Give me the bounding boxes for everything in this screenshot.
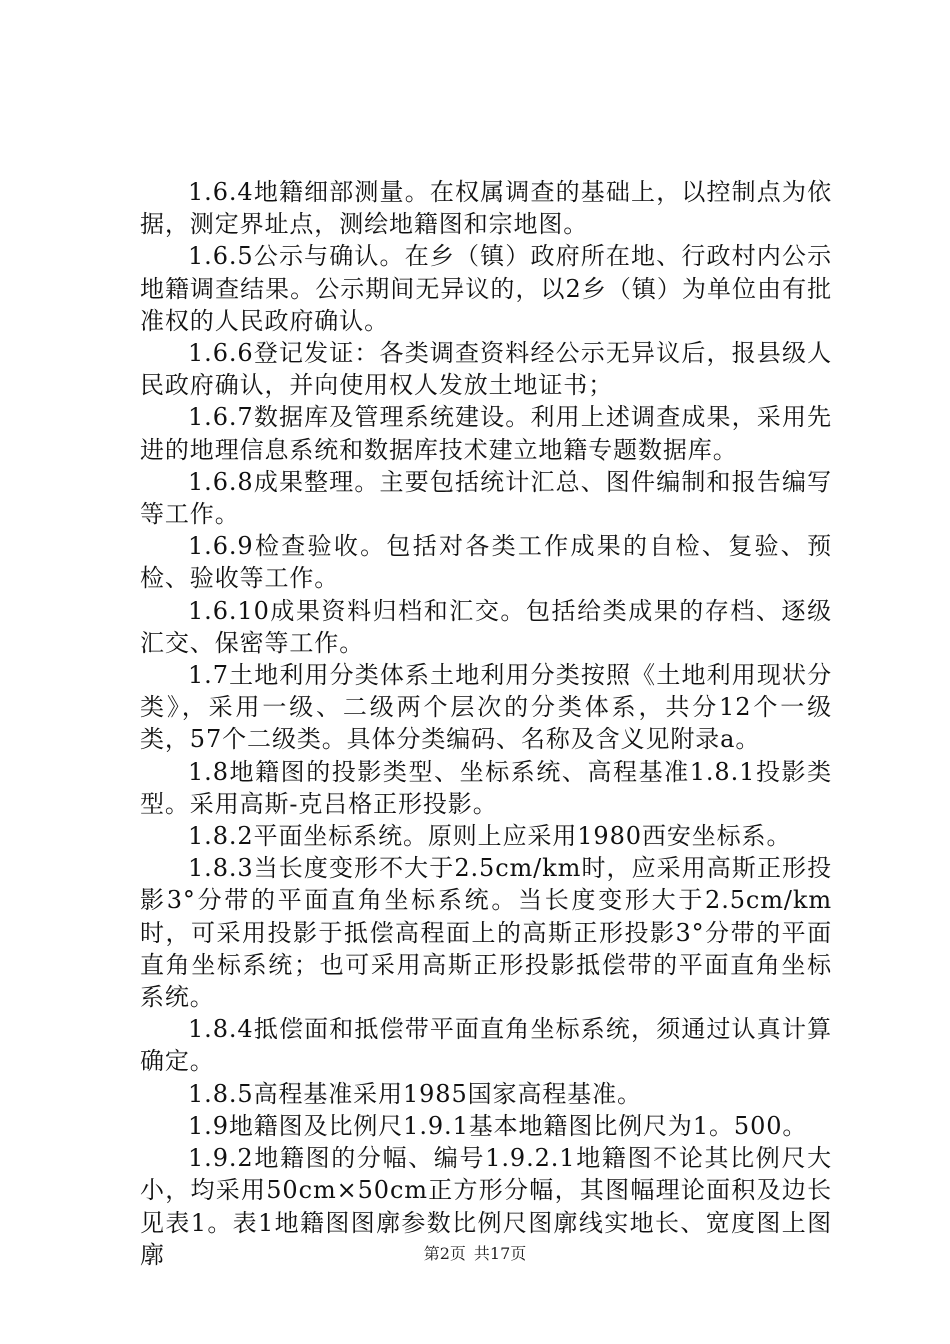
- paragraph: 1.9地籍图及比例尺1.9.1基本地籍图比例尺为1。500。: [188, 1111, 808, 1140]
- paragraph: 1.8.5高程基准采用1985国家高程基准。: [188, 1079, 642, 1108]
- document-body: [140, 176, 832, 1271]
- paragraph: 1.6.10成果资料归档和汇交。包括给类成果的存档、逐级汇交、保密等工作。: [140, 596, 832, 657]
- paragraph: 1.6.5公示与确认。在乡（镇）政府所在地、行政村内公示地籍调查结果。公示期间无异议的，以2乡（镇）为单位由有批准权的人民政府确认。: [140, 242, 832, 335]
- paragraph: 1.7土地利用分类体系土地利用分类按照《土地利用现状分类》，采用一级、二级两个层次的分类体系，共分12个一级类，57个二级类。具体分类编码、名称及含义见附录a。: [140, 661, 832, 754]
- paragraph: 1.8地籍图的投影类型、坐标系统、高程基准1.8.1投影类型。采用高斯-克吕格正形投影。: [140, 757, 832, 818]
- paragraph: 1.6.7数据库及管理系统建设。利用上述调查成果，采用先进的地理信息系统和数据库技术建立地籍专题数据库。: [140, 403, 832, 464]
- paragraph: 1.6.9检查验收。包括对各类工作成果的自检、复验、预检、验收等工作。: [140, 532, 832, 593]
- page-total: 共17页: [473, 1244, 527, 1263]
- paragraph: 1.8.4抵偿面和抵偿带平面直角坐标系统，须通过认真计算确定。: [140, 1015, 832, 1076]
- paragraph: 1.8.3当长度变形不大于2.5cm/km时，应采用高斯正形投影3°分带的平面直角坐标系统。当长度变形大于2.5cm/km时，可采用投影于抵偿高程面上的高斯正形投影3°分带的平面直角坐标系统；也可采用高斯正形投影抵偿带的平面直角坐标系统。: [140, 854, 832, 1012]
- paragraph: 1.6.6登记发证：各类调查资料经公示无异议后，报县级人民政府确认，并向使用权人发放土地证书；: [140, 339, 832, 400]
- paragraph: 1.6.4地籍细部测量。在权属调查的基础上，以控制点为依据，测定界址点，测绘地籍图和宗地图。: [140, 178, 832, 239]
- paragraph: 1.8.2平面坐标系统。原则上应采用1980西安坐标系。: [188, 822, 792, 851]
- page-number: 第2页: [423, 1244, 466, 1263]
- paragraph: 1.9.2地籍图的分幅、编号1.9.2.1地籍图不论其比例尺大小，均采用50cm×50cm正方形分幅，其图幅理论面积及边长见表1。表1地籍图图廓参数比例尺图廓线实地长、宽度图上图廓: [140, 1144, 832, 1269]
- page-footer: [0, 1244, 950, 1264]
- paragraph: 1.6.8成果整理。主要包括统计汇总、图件编制和报告编写等工作。: [140, 467, 832, 529]
